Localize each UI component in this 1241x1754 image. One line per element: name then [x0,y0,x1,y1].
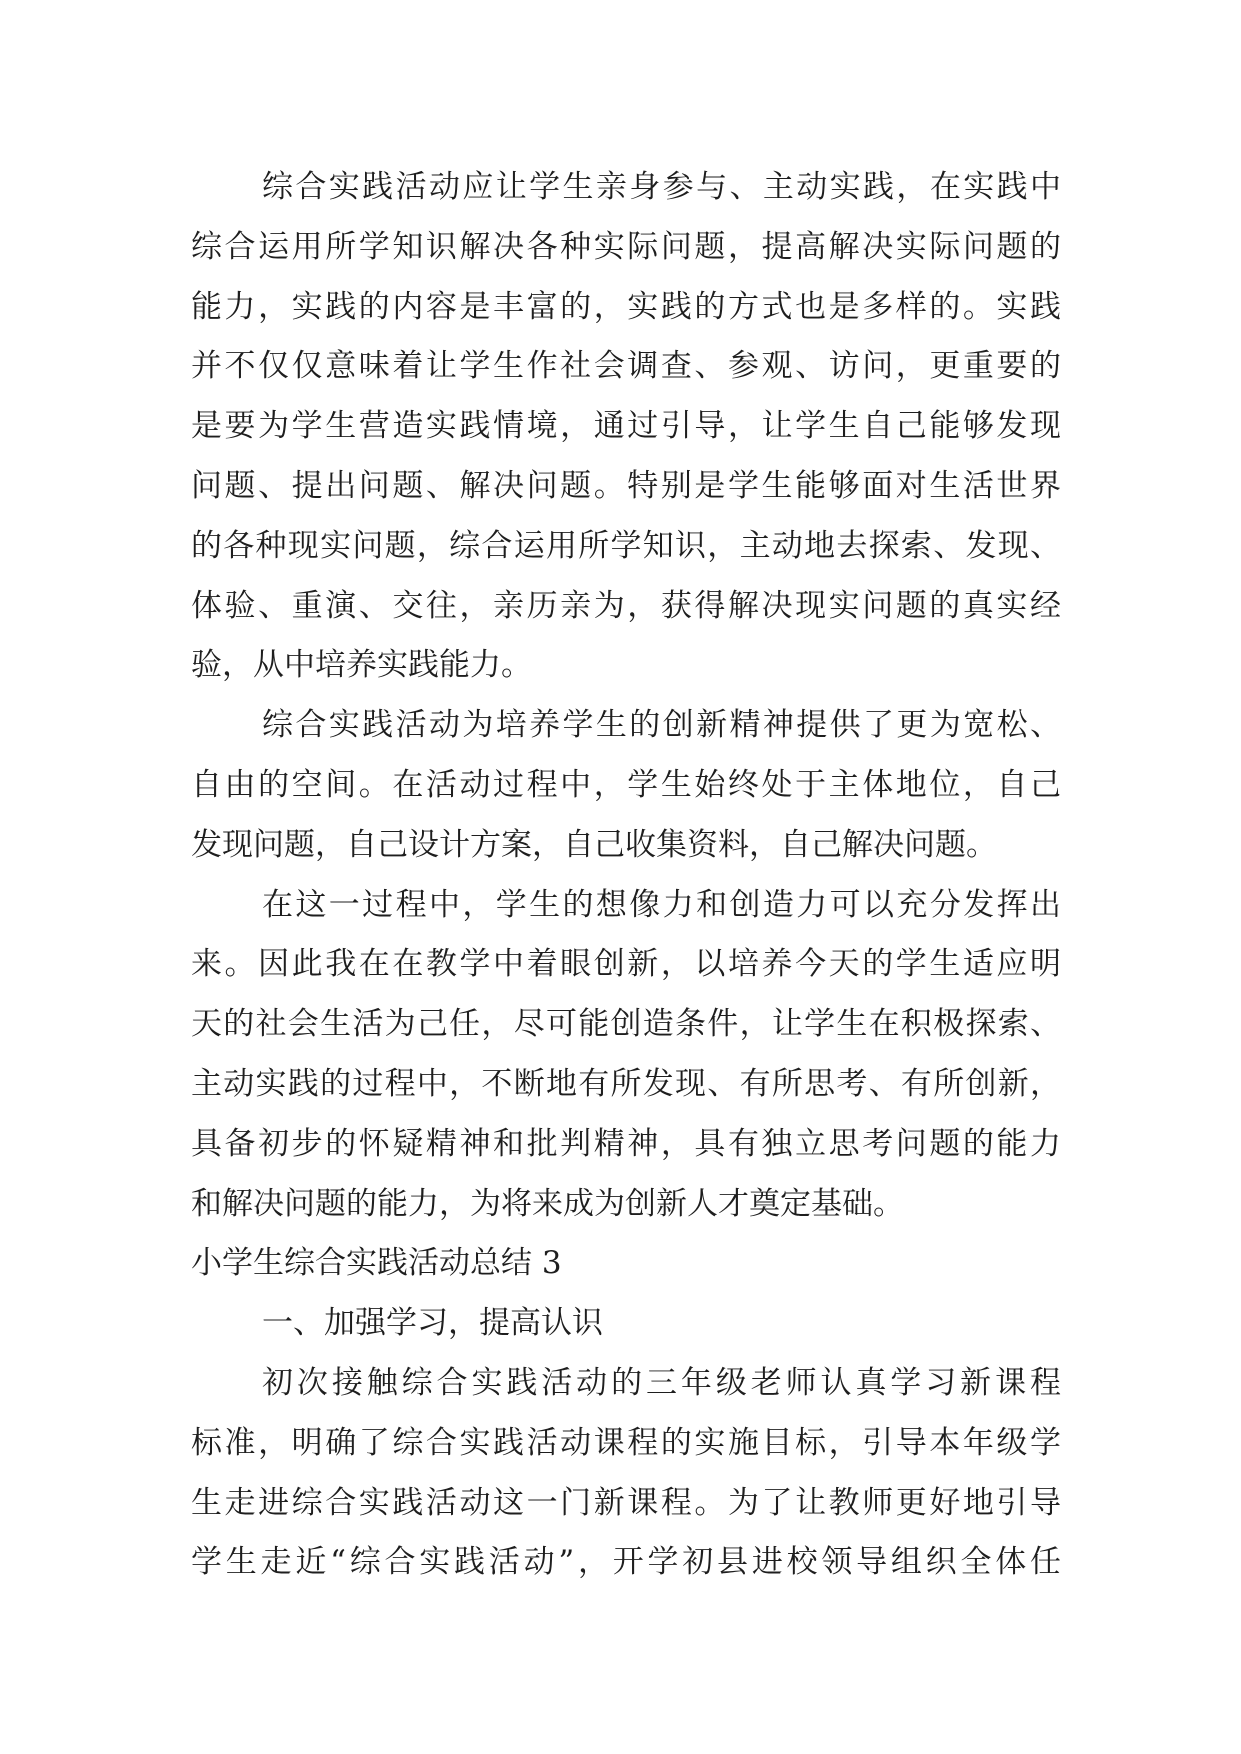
paragraph-1-line-5: 是要为学生营造实践情境，通过引导，让学生自己能够发现 [191,408,1061,445]
paragraph-3-line-6: 和解决问题的能力，为将来成为创新人才奠定基础。 [191,1185,904,1222]
paragraph-1-line-1: 综合实践活动应让学生亲身参与、主动实践，在实践中 [262,169,1061,205]
paragraph-4-line-4: 学生走近“综合实践活动”，开学初县进校领导组织全体任 [191,1544,1061,1581]
paragraph-3-line-1: 在这一过程中，学生的想像力和创造力可以充分发挥出 [262,886,1061,923]
paragraph-3-line-2: 来。因此我在在教学中着眼创新，以培养今天的学生适应明 [191,946,1061,983]
paragraph-2-line-1: 综合实践活动为培养学生的创新精神提供了更为宽松、 [262,707,1061,744]
paragraph-1-line-3: 能力，实践的内容是丰富的，实践的方式也是多样的。实践 [191,288,1061,325]
paragraph-1-line-4: 并不仅仅意味着让学生作社会调查、参观、访问，更重要的 [191,348,1061,385]
paragraph-4-line-1: 初次接触综合实践活动的三年级老师认真学习新课程 [262,1364,1061,1401]
paragraph-3-line-3: 天的社会生活为己任，尽可能创造条件，让学生在积极探索、 [191,1006,1061,1043]
paragraph-4-line-3: 生走进综合实践活动这一门新课程。为了让教师更好地引导 [191,1484,1061,1521]
paragraph-1-line-2: 综合运用所学知识解决各种实际问题，提高解决实际问题的 [191,228,1061,265]
paragraph-1-line-7: 的各种现实问题，综合运用所学知识，主动地去探索、发现、 [191,527,1061,564]
document-body [191,158,1061,1593]
paragraph-3-line-5: 具备初步的怀疑精神和批判精神，具有独立思考问题的能力 [191,1125,1061,1162]
subheading: 一、加强学习，提高认识 [262,1305,603,1342]
paragraph-3-line-4: 主动实践的过程中，不断地有所发现、有所思考、有所创新， [191,1065,1061,1102]
paragraph-1-line-8: 体验、重演、交往，亲历亲为，获得解决现实问题的真实经 [191,587,1061,624]
paragraph-1-line-6: 问题、提出问题、解决问题。特别是学生能够面对生活世界 [191,467,1061,504]
paragraph-2-line-3: 发现问题，自己设计方案，自己收集资料，自己解决问题。 [191,826,997,863]
paragraph-4-line-2: 标准，明确了综合实践活动课程的实施目标，引导本年级学 [191,1424,1061,1461]
section-title: 小学生综合实践活动总结 3 [191,1245,562,1282]
paragraph-1-line-9: 验，从中培养实践能力。 [191,647,532,684]
paragraph-2-line-2: 自由的空间。在活动过程中，学生始终处于主体地位，自己 [191,766,1061,803]
